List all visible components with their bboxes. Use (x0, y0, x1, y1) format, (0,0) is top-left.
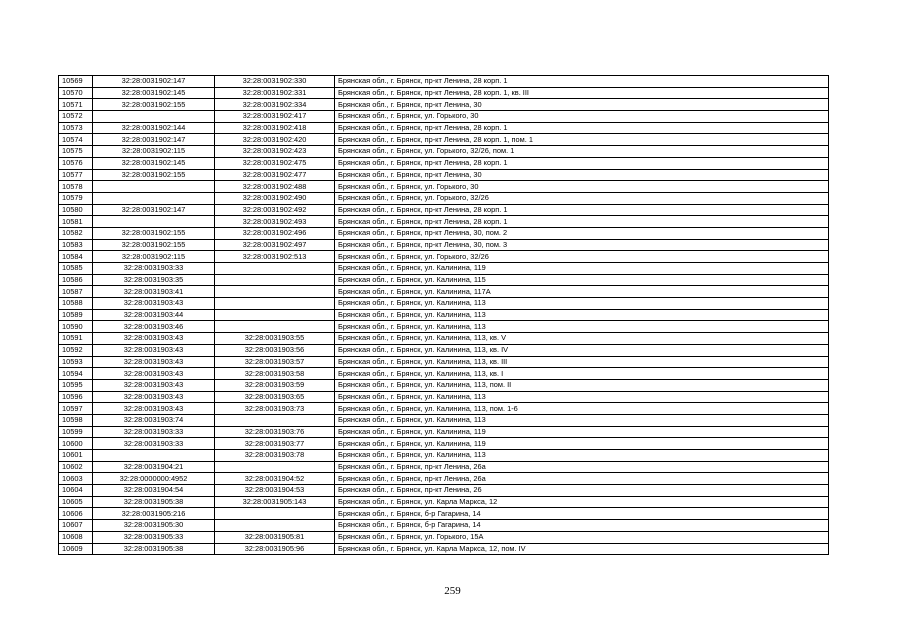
address-cell: Брянская обл., г. Брянск, ул. Калинина, 117А (335, 286, 829, 298)
table-row (59, 485, 829, 497)
address-cell: Брянская обл., г. Брянск, ул. Горького, 15А (335, 531, 829, 543)
parent-cadastral-number-cell: 32:28:0031903:43 (93, 368, 215, 380)
table-row (59, 227, 829, 239)
cadastral-number-cell: 32:28:0031902:488 (215, 181, 335, 193)
table-row (59, 122, 829, 134)
cadastral-number-cell: 32:28:0031902:492 (215, 204, 335, 216)
cadastral-number-cell (215, 508, 335, 520)
parent-cadastral-number-cell: 32:28:0031902:155 (93, 227, 215, 239)
parent-cadastral-number-cell: 32:28:0031903:43 (93, 391, 215, 403)
parent-cadastral-number-cell: 32:28:0031902:115 (93, 251, 215, 263)
parent-cadastral-number-cell: 32:28:0031902:155 (93, 169, 215, 181)
row-number-cell: 10600 (59, 438, 93, 450)
row-number-cell: 10584 (59, 251, 93, 263)
address-cell: Брянская обл., г. Брянск, пр-кт Ленина, 28 корп. 1, кв. III (335, 87, 829, 99)
row-number-cell: 10601 (59, 450, 93, 462)
parent-cadastral-number-cell: 32:28:0031902:145 (93, 157, 215, 169)
table-row (59, 368, 829, 380)
row-number-cell: 10597 (59, 403, 93, 415)
table-row (59, 473, 829, 485)
table-row (59, 181, 829, 193)
row-number-cell: 10602 (59, 461, 93, 473)
row-number-cell: 10570 (59, 87, 93, 99)
cadastral-number-cell: 32:28:0031903:73 (215, 403, 335, 415)
table-row (59, 157, 829, 169)
address-cell: Брянская обл., г. Брянск, ул. Горького, 30 (335, 111, 829, 123)
parent-cadastral-number-cell: 32:28:0031903:44 (93, 309, 215, 321)
parent-cadastral-number-cell: 32:28:0031903:35 (93, 274, 215, 286)
row-number-cell: 10606 (59, 508, 93, 520)
cadastral-number-cell: 32:28:0031904:52 (215, 473, 335, 485)
cadastral-number-cell: 32:28:0031902:513 (215, 251, 335, 263)
parent-cadastral-number-cell: 32:28:0031902:147 (93, 134, 215, 146)
address-cell: Брянская обл., г. Брянск, ул. Горького, 32/26 (335, 192, 829, 204)
cadastral-number-cell: 32:28:0031902:334 (215, 99, 335, 111)
cadastral-number-cell: 32:28:0031905:81 (215, 531, 335, 543)
parent-cadastral-number-cell: 32:28:0031903:74 (93, 414, 215, 426)
row-number-cell: 10577 (59, 169, 93, 181)
parent-cadastral-number-cell: 32:28:0031902:145 (93, 87, 215, 99)
parent-cadastral-number-cell (93, 450, 215, 462)
address-cell: Брянская обл., г. Брянск, пр-кт Ленина, 26а (335, 461, 829, 473)
parent-cadastral-number-cell (93, 111, 215, 123)
row-number-cell: 10573 (59, 122, 93, 134)
row-number-cell: 10585 (59, 263, 93, 275)
parent-cadastral-number-cell (93, 181, 215, 193)
cadastral-number-cell (215, 286, 335, 298)
address-cell: Брянская обл., г. Брянск, ул. Калинина, 119 (335, 263, 829, 275)
parent-cadastral-number-cell: 32:28:0031902:115 (93, 146, 215, 158)
table-row (59, 274, 829, 286)
cadastral-number-cell: 32:28:0031902:493 (215, 216, 335, 228)
parent-cadastral-number-cell: 32:28:0031903:43 (93, 403, 215, 415)
cadastral-number-cell: 32:28:0031902:490 (215, 192, 335, 204)
table-row (59, 286, 829, 298)
cadastral-number-cell: 32:28:0031903:77 (215, 438, 335, 450)
cadastral-number-cell: 32:28:0031903:55 (215, 333, 335, 345)
row-number-cell: 10589 (59, 309, 93, 321)
address-cell: Брянская обл., г. Брянск, ул. Калинина, 115 (335, 274, 829, 286)
row-number-cell: 10607 (59, 520, 93, 532)
table-row (59, 403, 829, 415)
row-number-cell: 10579 (59, 192, 93, 204)
row-number-cell: 10583 (59, 239, 93, 251)
table-row (59, 169, 829, 181)
address-cell: Брянская обл., г. Брянск, ул. Калинина, 113, пом. 1-6 (335, 403, 829, 415)
table-row (59, 204, 829, 216)
parent-cadastral-number-cell: 32:28:0031903:43 (93, 333, 215, 345)
address-cell: Брянская обл., г. Брянск, ул. Калинина, 113 (335, 321, 829, 333)
address-cell: Брянская обл., г. Брянск, пр-кт Ленина, 30, пом. 2 (335, 227, 829, 239)
address-cell: Брянская обл., г. Брянск, ул. Горького, 32/26 (335, 251, 829, 263)
cadastral-number-cell (215, 298, 335, 310)
parent-cadastral-number-cell: 32:28:0031902:147 (93, 204, 215, 216)
parent-cadastral-number-cell: 32:28:0031902:147 (93, 76, 215, 88)
cadastral-number-cell: 32:28:0031902:477 (215, 169, 335, 181)
row-number-cell: 10586 (59, 274, 93, 286)
parent-cadastral-number-cell (93, 192, 215, 204)
row-number-cell: 10603 (59, 473, 93, 485)
row-number-cell: 10574 (59, 134, 93, 146)
table-row (59, 461, 829, 473)
row-number-cell: 10604 (59, 485, 93, 497)
page-number: 259 (444, 585, 461, 597)
address-cell: Брянская обл., г. Брянск, ул. Калинина, 113, кв. V (335, 333, 829, 345)
parent-cadastral-number-cell: 32:28:0031903:33 (93, 263, 215, 275)
table-row (59, 450, 829, 462)
row-number-cell: 10582 (59, 227, 93, 239)
address-cell: Брянская обл., г. Брянск, ул. Калинина, 113, пом. II (335, 379, 829, 391)
parent-cadastral-number-cell: 32:28:0031903:46 (93, 321, 215, 333)
parent-cadastral-number-cell: 32:28:0031903:41 (93, 286, 215, 298)
cadastral-number-cell: 32:28:0031902:331 (215, 87, 335, 99)
cadastral-number-cell: 32:28:0031904:53 (215, 485, 335, 497)
cadastral-number-cell: 32:28:0031903:56 (215, 344, 335, 356)
address-cell: Брянская обл., г. Брянск, пр-кт Ленина, 28 корп. 1 (335, 157, 829, 169)
row-number-cell: 10592 (59, 344, 93, 356)
cadastral-number-cell: 32:28:0031902:418 (215, 122, 335, 134)
cadastral-number-cell: 32:28:0031905:143 (215, 496, 335, 508)
cadastral-number-cell (215, 520, 335, 532)
cadastral-number-cell: 32:28:0031903:59 (215, 379, 335, 391)
registry-table-body (59, 76, 829, 555)
address-cell: Брянская обл., г. Брянск, ул. Калинина, 113 (335, 298, 829, 310)
cadastral-number-cell: 32:28:0031905:96 (215, 543, 335, 555)
table-row (59, 321, 829, 333)
table-row (59, 216, 829, 228)
parent-cadastral-number-cell: 32:28:0031904:21 (93, 461, 215, 473)
address-cell: Брянская обл., г. Брянск, пр-кт Ленина, 30 (335, 99, 829, 111)
parent-cadastral-number-cell: 32:28:0031903:43 (93, 298, 215, 310)
row-number-cell: 10609 (59, 543, 93, 555)
address-cell: Брянская обл., г. Брянск, пр-кт Ленина, 28 корп. 1, пом. 1 (335, 134, 829, 146)
cadastral-number-cell: 32:28:0031903:78 (215, 450, 335, 462)
cadastral-number-cell (215, 461, 335, 473)
parent-cadastral-number-cell: 32:28:0031904:54 (93, 485, 215, 497)
table-row (59, 356, 829, 368)
table-row (59, 438, 829, 450)
row-number-cell: 10605 (59, 496, 93, 508)
table-row (59, 76, 829, 88)
table-row (59, 531, 829, 543)
address-cell: Брянская обл., г. Брянск, пр-кт Ленина, 26 (335, 485, 829, 497)
row-number-cell: 10595 (59, 379, 93, 391)
table-row (59, 496, 829, 508)
table-row (59, 379, 829, 391)
table-row (59, 251, 829, 263)
address-cell: Брянская обл., г. Брянск, ул. Калинина, 119 (335, 438, 829, 450)
cadastral-number-cell: 32:28:0031903:58 (215, 368, 335, 380)
address-cell: Брянская обл., г. Брянск, ул. Калинина, 113, кв. IV (335, 344, 829, 356)
address-cell: Брянская обл., г. Брянск, б-р Гагарина, 14 (335, 520, 829, 532)
parent-cadastral-number-cell: 32:28:0031903:33 (93, 438, 215, 450)
parent-cadastral-number-cell: 32:28:0031905:33 (93, 531, 215, 543)
address-cell: Брянская обл., г. Брянск, ул. Калинина, 113 (335, 414, 829, 426)
parent-cadastral-number-cell: 32:28:0031903:43 (93, 356, 215, 368)
row-number-cell: 10588 (59, 298, 93, 310)
table-row (59, 298, 829, 310)
table-row (59, 111, 829, 123)
address-cell: Брянская обл., г. Брянск, ул. Калинина, 113 (335, 391, 829, 403)
parent-cadastral-number-cell: 32:28:0031905:38 (93, 543, 215, 555)
row-number-cell: 10590 (59, 321, 93, 333)
address-cell: Брянская обл., г. Брянск, ул. Горького, 32/26, пом. 1 (335, 146, 829, 158)
row-number-cell: 10593 (59, 356, 93, 368)
address-cell: Брянская обл., г. Брянск, пр-кт Ленина, 30, пом. 3 (335, 239, 829, 251)
table-row (59, 414, 829, 426)
cadastral-number-cell: 32:28:0031903:65 (215, 391, 335, 403)
table-row (59, 508, 829, 520)
cadastral-number-cell (215, 321, 335, 333)
cadastral-number-cell: 32:28:0031903:57 (215, 356, 335, 368)
parent-cadastral-number-cell: 32:28:0031902:144 (93, 122, 215, 134)
table-row (59, 333, 829, 345)
cadastral-number-cell: 32:28:0031902:330 (215, 76, 335, 88)
cadastral-number-cell: 32:28:0031902:423 (215, 146, 335, 158)
parent-cadastral-number-cell: 32:28:0031903:43 (93, 379, 215, 391)
address-cell: Брянская обл., г. Брянск, пр-кт Ленина, 28 корп. 1 (335, 204, 829, 216)
parent-cadastral-number-cell: 32:28:0031902:155 (93, 99, 215, 111)
row-number-cell: 10598 (59, 414, 93, 426)
cadastral-number-cell: 32:28:0031902:420 (215, 134, 335, 146)
address-cell: Брянская обл., г. Брянск, ул. Калинина, 119 (335, 426, 829, 438)
registry-table (58, 75, 829, 555)
table-row (59, 134, 829, 146)
cadastral-number-cell: 32:28:0031903:76 (215, 426, 335, 438)
parent-cadastral-number-cell: 32:28:0031905:38 (93, 496, 215, 508)
table-row (59, 99, 829, 111)
table-row (59, 391, 829, 403)
table-row (59, 344, 829, 356)
cadastral-number-cell: 32:28:0031902:417 (215, 111, 335, 123)
address-cell: Брянская обл., г. Брянск, ул. Калинина, 113, кв. I (335, 368, 829, 380)
table-row (59, 520, 829, 532)
address-cell: Брянская обл., г. Брянск, ул. Калинина, 113 (335, 309, 829, 321)
parent-cadastral-number-cell (93, 216, 215, 228)
row-number-cell: 10576 (59, 157, 93, 169)
parent-cadastral-number-cell: 32:28:0031902:155 (93, 239, 215, 251)
address-cell: Брянская обл., г. Брянск, пр-кт Ленина, 28 корп. 1 (335, 76, 829, 88)
parent-cadastral-number-cell: 32:28:0000000:4952 (93, 473, 215, 485)
table-row (59, 263, 829, 275)
cadastral-number-cell: 32:28:0031902:475 (215, 157, 335, 169)
cadastral-number-cell: 32:28:0031902:497 (215, 239, 335, 251)
table-row (59, 239, 829, 251)
cadastral-number-cell (215, 263, 335, 275)
cadastral-number-cell (215, 414, 335, 426)
address-cell: Брянская обл., г. Брянск, б-р Гагарина, 14 (335, 508, 829, 520)
address-cell: Брянская обл., г. Брянск, пр-кт Ленина, 28 корп. 1 (335, 216, 829, 228)
row-number-cell: 10608 (59, 531, 93, 543)
row-number-cell: 10591 (59, 333, 93, 345)
row-number-cell: 10569 (59, 76, 93, 88)
row-number-cell: 10571 (59, 99, 93, 111)
address-cell: Брянская обл., г. Брянск, ул. Карла Маркса, 12 (335, 496, 829, 508)
address-cell: Брянская обл., г. Брянск, ул. Калинина, 113 (335, 450, 829, 462)
cadastral-number-cell (215, 309, 335, 321)
table-row (59, 426, 829, 438)
cadastral-number-cell: 32:28:0031902:496 (215, 227, 335, 239)
table-row (59, 309, 829, 321)
row-number-cell: 10580 (59, 204, 93, 216)
row-number-cell: 10581 (59, 216, 93, 228)
parent-cadastral-number-cell: 32:28:0031903:43 (93, 344, 215, 356)
row-number-cell: 10572 (59, 111, 93, 123)
row-number-cell: 10594 (59, 368, 93, 380)
address-cell: Брянская обл., г. Брянск, пр-кт Ленина, 28 корп. 1 (335, 122, 829, 134)
row-number-cell: 10575 (59, 146, 93, 158)
address-cell: Брянская обл., г. Брянск, ул. Калинина, 113, кв. III (335, 356, 829, 368)
table-row (59, 543, 829, 555)
parent-cadastral-number-cell: 32:28:0031903:33 (93, 426, 215, 438)
address-cell: Брянская обл., г. Брянск, пр-кт Ленина, 26а (335, 473, 829, 485)
address-cell: Брянская обл., г. Брянск, ул. Горького, 30 (335, 181, 829, 193)
address-cell: Брянская обл., г. Брянск, ул. Карла Маркса, 12, пом. IV (335, 543, 829, 555)
row-number-cell: 10587 (59, 286, 93, 298)
row-number-cell: 10599 (59, 426, 93, 438)
table-row (59, 87, 829, 99)
address-cell: Брянская обл., г. Брянск, пр-кт Ленина, 30 (335, 169, 829, 181)
cadastral-number-cell (215, 274, 335, 286)
parent-cadastral-number-cell: 32:28:0031905:30 (93, 520, 215, 532)
row-number-cell: 10596 (59, 391, 93, 403)
parent-cadastral-number-cell: 32:28:0031905:216 (93, 508, 215, 520)
table-row (59, 146, 829, 158)
table-row (59, 192, 829, 204)
row-number-cell: 10578 (59, 181, 93, 193)
